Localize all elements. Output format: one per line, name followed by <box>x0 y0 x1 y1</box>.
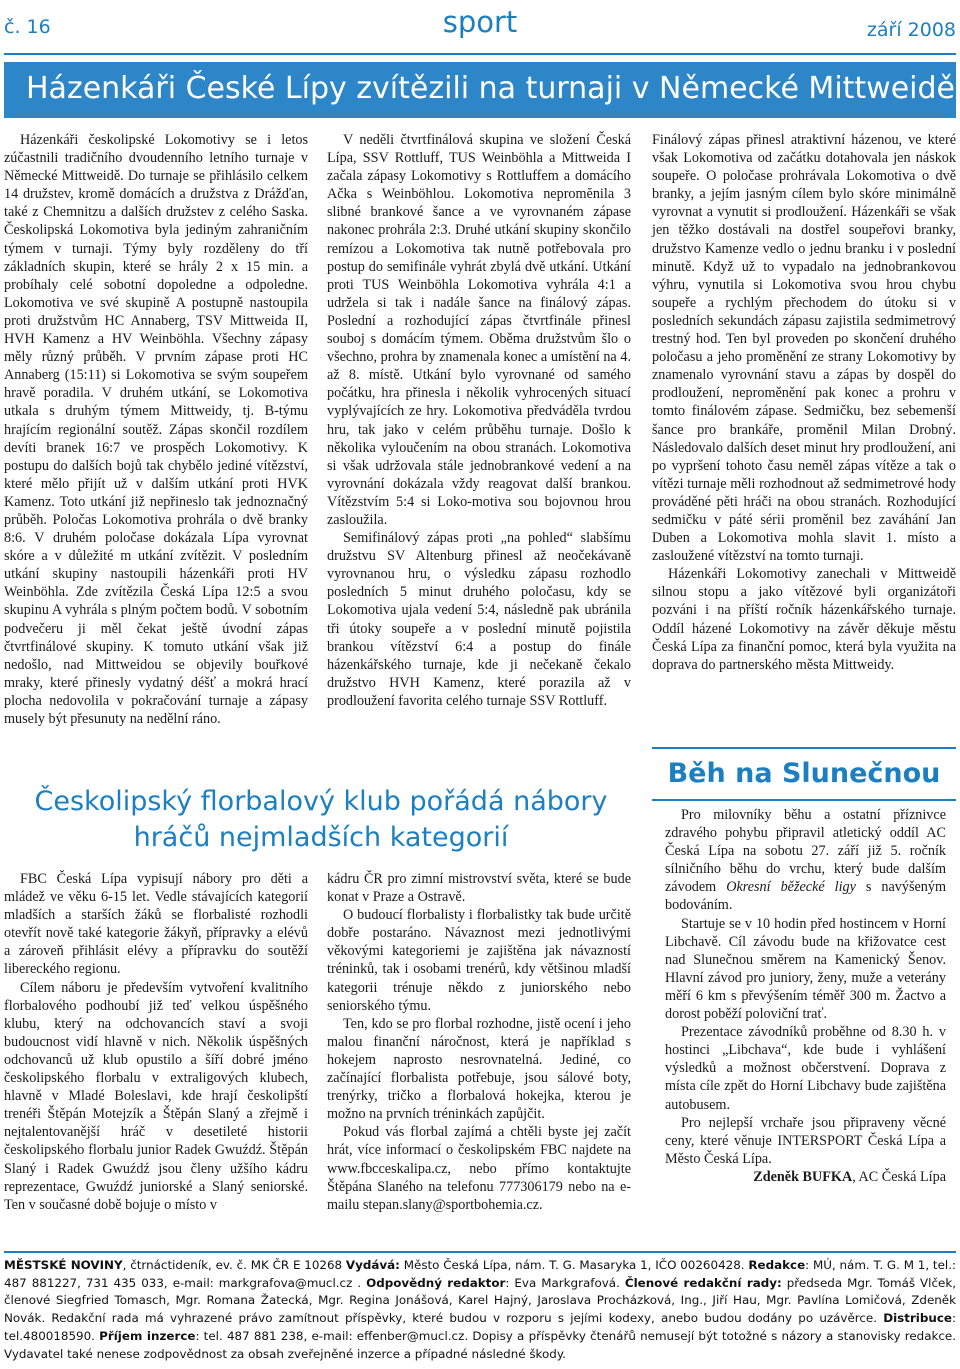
section-name: sport <box>442 5 518 39</box>
league-name: Okresní běžecké ligy <box>726 879 856 896</box>
imprint-text: Město Česká Lípa, nám. T. G. Masaryka 1, IČO 00260428. <box>399 1258 749 1272</box>
imprint-label: Členové redakční rady: <box>624 1275 782 1290</box>
imprint-label: Redakce <box>748 1258 806 1272</box>
article-column-3 <box>652 131 956 674</box>
paragraph: Prezentace závodníků proběhne od 8.30 h. v hostinci „Libchava“, kde bude i vyhlášení výsledků a možnost občerstvení. Doprava z místa cíle zpět do Horní Libchavy bude zajištěna autobusem. <box>665 1024 946 1113</box>
paragraph: Finálový zápas přinesl atraktivní házenou, ve které však Lokomotiva od začátku dotahovala jen náskok soupeře. O poločase prohrávala Lokomotiva o dvě branky, a jejím jasným cílem bylo skóre minimálně vyrovnat a vynutit si prodloužení. Házenkáři se však jen těžko dostávali na dostřel soupeřovi branky, družstvo Kamenze vedlo o jednu branku i v poslední minutě. Když už to vypadalo na jednobrankovou výhru, vynutila si Lokomotiva svou hrou chybu soupeře a rychlým přechodem do útoku si v posledních sekundách zápasu zajistila sedmimetrový trestný hod. Ten byl proveden po skončení druhého poločasu a jeho proměnění ze strany Lokomotivy by znamenalo vyrovnání stavu a zápas by dospěl do prodloužení, neproměnění pak konec a prohru v tomto finálovém zápase. Sedmičku, bez sebemenší šance pro brankáře, proměnil Milan Drobný. Následovalo dalších deset minut hry prodloužení, ani po vypršení tohoto času neměl zápas vítěze a tak o vítězi turnaje měli rozhodnout až sedmimetrové hody prováděné pěti hráči na obou stranách. Rozhodující sedmičku v páté sérii proměnil bez zaváhání Jan Duben a Lokomotiva mohla slavit 1. místo a zasloužené vítězství na tomto turnaji. <box>652 132 956 565</box>
headline-banner <box>4 62 956 118</box>
imprint-label: Příjem inzerce <box>99 1328 196 1343</box>
text-run: s navýšeným bodováním. <box>665 879 947 914</box>
imprint-text: , čtrnáctideník, ev. č. MK ČR E 10268 <box>122 1258 346 1272</box>
paragraph: kádru ČR pro zimní mistrovství světa, které se bude konat v Praze a Ostravě. <box>327 871 631 906</box>
header-rule <box>4 53 956 55</box>
imprint-label: Distribuce <box>883 1311 952 1326</box>
imprint-label: Odpovědný redaktor <box>366 1275 506 1290</box>
paragraph: Házenkáři českolipské Lokomotivy se i letos zúčastnili tradičního dvoudenního letního turnaje v Německé Mittweidě. Do turnaje se přihlásilo celkem 14 družstev, kromě domácích a družstva z Drážďan, také z Chemnitzu a dalších družstev z celého Saska. Českolipská Lokomotiva byla jediným zahraničním týmem v turnaji. Týmy byly rozděleny do tří základních skupin, které se hrály 2 x 15 min. a probíhaly celé sobotní dopoledne a odpoledne. Lokomotiva ve své skupině A postupně nastoupila proti družstvům HC Annaberg, TSV Mittweida II, HVH Kamenz a HV Weinböhla. Všechny zápasy měly různý průběh. V prvním zápase proti HC Annaberg (15:11) si Lokomotiva se svým soupeřem hravě poradila. V druhém utkání, se Lokomotiva utkala s druhým týmem Mittweidy, tj. B-týmu hrajícím regionální soutěž. Zápas skončil rozdílem devíti branek 16:7 ve prospěch Lokomotivy. K postupu do dalších bojů tak chybělo jediné vítězství, které mělo přijít už v dalším utkání proti HVK Kamenz. Toto utkání již nepřineslo tak jednoznačný průběh. Poločas Lokomotiva prohrála o dvě branky 8:6. V druhém poločase dokázala Lípa vyrovnat skóre a v důležité m utkání zvítězit. V posledním utkání skupiny nastoupili házenkáři proti HV Weinböhla. Zde zvítězila Česká Lípa 12:5 a svou skupinu A vyhrála s plným počtem bodů. V sobotním podvečeru ji měl čekat ještě úvodní zápas čtvrtfinálové skupiny. K tomuto utkání však již nedošlo, nad Mittweidou se objevily bouřkové mraky, které přinesly vydatný déšť a mokrá hrací plocha nedovolila v pokračování turnaje a zápasy musely být přesunuty na nedělní ráno. <box>4 132 308 727</box>
imprint <box>4 1251 956 1363</box>
paragraph <box>665 806 946 915</box>
imprint-label: MĚSTSKÉ NOVINY <box>4 1258 123 1272</box>
run-article <box>665 806 946 1186</box>
paragraph: Cílem náboru je především vytvoření kvalitního florbalového podhoubí již teď velkou úspěšného klubu, který na odchovancích staví a svoji budoucnost vidí hlavně v nich. Několik úspěšných odchovanců už klub opustilo a šíří dobré jméno českolipského florbalu v extraligových klubech, hlavně v Mladé Boleslavi, kde hrají českolipští trenéři Štěpán Motejzík a Štěpán Slaný a zřejmě i nejtalentovanější hráč v desetileté historii českolipského florbalu junior Radek Gwuźdź. Štěpán Slaný i Radek Gwuźdź jsou členy užšího kádru reprezentace, Gwuźdź juniorské a Slaný seniorské. Ten v současné době bojuje o místo v <box>4 979 308 1213</box>
floorball-headline-line1: Českolipský florbalový klub pořádá nábory <box>34 786 608 817</box>
headline: Házenkáři České Lípy zvítězili na turnaji v Německé Mittweidě <box>26 71 956 106</box>
imprint-text: : MÚ, nám. T. G. M 1, tel.: 487 881227, 731 435 033, e-mail: markgrafova@mucl.cz . <box>4 1258 956 1290</box>
imprint-label: Vydává: <box>345 1258 400 1272</box>
issue-number: č. 16 <box>4 16 51 38</box>
text-run: Pro milovníky běhu a ostatní příznivce zdravého pohybu připravil atletický oddíl AC Česká Lípa na sobotu 27. září již 5. ročník sílničního běhu do vrchu, který bude dalším závodem <box>665 807 946 896</box>
floorball-column-1 <box>4 870 308 1214</box>
signature-org: , AC Česká Lípa <box>852 1168 946 1185</box>
imprint-text: předseda Mgr. Tomáš Vlček, členové Siegfried Tomasch, Mgr. Romana Žatecká, Mgr. Regina Jonášová, Karel Hajný, Jaroslava Procházková, Ing., Jiří Hau, Mgr. Pavlína Lomičová, Zdeněk Novák. Redakční rada má vyhrazené právo zamítnout příspěvky, které budou v rozporu s jejími kodexy, anebo budou dodány po uzávěrce. <box>4 1275 957 1326</box>
paragraph: Pro nejlepší vrchaře jsou připraveny věcné ceny, které věnuje INTERSPORT Česká Lípa a Město Česká Lípa. <box>665 1114 946 1167</box>
issue-date: září 2008 <box>866 19 956 41</box>
imprint-text: : tel.480018590. <box>4 1311 956 1343</box>
paragraph: FBC Česká Lípa vypisují nábory pro děti a mládež ve věku 6-15 let. Vedle stávajících kategorií mladších a starších žáků se florbalisté rozhodli otevřít nově také kategorie žákyň, přípravky a elévů a zároveň přihlásit elévy a přípravku do soutěží libereckého regionu. <box>4 871 308 978</box>
article-column-1 <box>4 131 308 728</box>
paragraph: Házenkáři Lokomotivy zanechali v Mittweidě silnou stopu a jako vítězové byli organizátoři pozváni i na příští ročník házenkářského turnaje. Oddíl házené Lokomotivy na závěr děkuje městu Česká Lípa za finanční pomoc, která byla využita na doprava do partnerského města Mittweidy. <box>652 566 956 673</box>
paragraph: V neděli čtvrtfinálová skupina ve složení Česká Lípa, SSV Rottluff, TUS Weinböhla a Mittweida I začala zápasy Lokomotivy s Rottluffem a domácího Ačka s Weinböhlou. Lokomotiva nepromĕnila 3 slibné brankové šance a ve vyrovnaném zápase nakonec prohrála 2:3. Druhé utkání skupiny skončilo remízou a Lokomotiva tak nutně potřebovala pro postup do semifinále vyhrát zbylá dvě utkání. Utkání proti TUS Weinböhla Lokomotiva vyhrála 4:1 a udržela si tak i nadále šance na finálový zápas. Poslední a rozhodující zápas čtvrtfinále přinesl souboj s domácím týmem. Oběma družstvům šlo o všechno, prohra by znamenala konec a umístění na 4. až 8. místě. Utkání bylo vyrovnané od samého počátku, hra přinesla i několik vyhrocených situací vyplývajících ze hry. Lokomotiva předváděla tvrdou hru, tak jako v celém průběhu turnaje. Došlo k několika vyloučením na obou stranách. Lokomotiva si však udržovala stále jednobrankové vedení a na vyrovnání dokázala vždy reagovat další brankou. Vítězstvím 5:4 si Loko-motiva sou bojovnou hrou zasloužila. <box>327 132 631 528</box>
signature-name: Zdeněk BUFKA <box>753 1168 853 1185</box>
paragraph: Semifinálový zápas proti „na pohled“ slabšímu družstvu SV Altenburg přinesl až neočekávaně vyrovnanou hru, o výsledku zápasu rozhodlo posledních 5 minut druhého poločasu, kdy se Lokomotiva ujala vedení 5:4, následně pak ubránila tři útoky soupeře a v poslední minutě pojistila brankou vítězství 6:4 a postup do finále házenkářského turnaje, kde ji nečekaně čekalo družstvo HVH Kamenz, které porazila až v prodloužení favorita celého turnaje SSV Rottluff. <box>327 530 631 709</box>
imprint-text: : Eva Markgrafová. <box>505 1275 625 1290</box>
floorball-column-2 <box>327 870 631 1214</box>
run-headline: Běh na Slunečnou <box>667 758 941 789</box>
paragraph: Pokud vás florbal zajímá a chtěli byste jej začít hrát, více informací o českolipském FBC najdete na www.fbcceskalipa.cz, nebo přímo kontaktujte Štěpána Slaného na telefonu 777306179 nebo na e-mailu stepan.slany@sportbohemia.cz. <box>327 1124 631 1213</box>
paragraph: Ten, kdo se pro florbal rozhodne, jistě ocení i jeho malou finanční náročnost, která je například s hokejem naprosto nesrovnatelná. Jediné, co začínající florbalista potřebuje, jsou sálové boty, trenýrky, tričko a florbalová hokejka, kterou je možno na prvních tréninkách zapůjčit. <box>327 1015 631 1123</box>
article-column-2 <box>327 131 631 710</box>
imprint-text: : tel. 487 881 238, e-mail: effenber@mucl.cz. Dopisy a příspěvky čtenářů nemusejí být totožné s názory a stanovisky redakce. Vydavatel také nenese zodpovědnost za obsah zveřejněné inzerce a případné následné škody. <box>4 1328 956 1361</box>
floorball-headline <box>4 784 638 856</box>
run-headline-box <box>652 747 956 801</box>
signature <box>665 1168 946 1186</box>
paragraph: Startuje se v 10 hodin před hostincem v Horní Libchavě. Cíl závodu bude na křižovatce cest nad Slunečnou směrem na Kamenický Šenov. Hlavní závod pro juniory, ženy, muže a veterány měří 6 km s převýšením téměř 300 m. Žactvo a dorost poběží poloviční trať. <box>665 915 946 1023</box>
floorball-headline-line2: hráčů nejmladších kategorií <box>133 822 509 853</box>
paragraph: O budoucí florbalisty i florbalistky tak bude určitě dobře postaráno. Návaznost mezi jednotlivými věkovými kategoriemi je zajištěna jak návazností tréninků, tak i osobami trenérů, kdy většinou mladší kategorii trénuje někdo z juniorského nebo seniorského týmu. <box>327 907 631 1014</box>
